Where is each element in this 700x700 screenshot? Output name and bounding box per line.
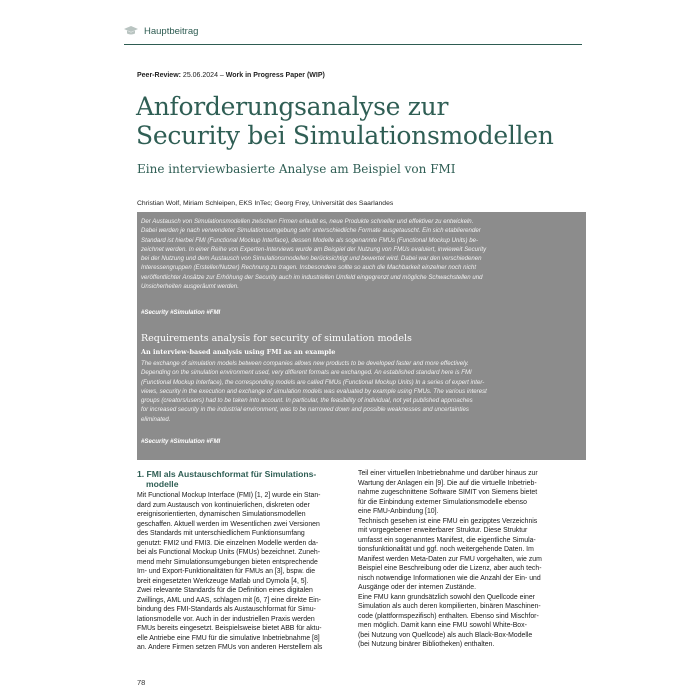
review-date: 25.06.2024 xyxy=(182,72,218,79)
keywords-german: #Security #Simulation #FMI xyxy=(141,309,221,316)
text-line: umfasst ein sogenanntes Manifest, die eigentliche Simula- xyxy=(358,536,536,544)
text-line: nahme zugeschnittene Software SIMIT von Siemens bietet xyxy=(358,489,538,496)
text-line: Simulation als auch deren kompilierten, binären Maschinen- xyxy=(358,603,541,610)
text-line: Ausgänge oder der internen Zustände. xyxy=(358,584,476,591)
text-line: veröffentlichter Ansätze zur Erhöhung der Security auch im industriellen Umfeld eingegrenzt und mögliche Schwachstellen und xyxy=(141,273,483,281)
article-subtitle: Eine interviewbasierte Analyse am Beispiel von FMI xyxy=(137,162,456,176)
text-line: Standard ist hierbei FMI (Functional Mockup Interface), dessen Modelle als sogenannte FMUs (Functional Mockup Units) be- xyxy=(141,236,479,244)
text-line: tionsfunktionalität und ggf. noch weitergehende Daten. Im xyxy=(358,546,534,553)
review-separator: – xyxy=(219,72,224,79)
text-line: Zwillings, AML und AAS, schlagen mit [6, 7] eine direkte Ein- xyxy=(137,596,321,604)
text-line: mend mehr Simulationsumgebungen bieten entsprechende xyxy=(137,558,318,566)
text-line: views, security in the execution and exchange of simulation models was evaluated by example using FMUs. The various interest xyxy=(141,387,487,395)
text-line: groups (creators/users) had to be taken into account. In particular, the feasibility of individual, not yet published approaches xyxy=(141,397,473,405)
text-line: bei als Functional Mockup Units (FMUs) bezeichnet. Zuneh- xyxy=(137,549,321,556)
title-line-1: Anforderungsanalyse zur xyxy=(136,92,449,121)
title-line-2: Security bei Simulationsmodellen xyxy=(136,121,554,150)
text-line: geschaffen. Aktuell werden im Wesentlichen zwei Versionen xyxy=(137,520,320,528)
review-status: Work in Progress Paper (WIP) xyxy=(225,72,325,79)
section-label: Hauptbeitrag xyxy=(144,25,199,37)
text-line: Interessengruppen (Ersteller/Nutzer) Rechnung zu tragen. Insbesondere sollte so auch die Machbarkeit einzelner noch nicht xyxy=(141,264,477,272)
text-line: elle Antriebe eine FMU für die simulative Inbetriebnahme [8] xyxy=(137,634,320,642)
text-line: dard zum Austausch von kontinuierlichen, diskreten oder xyxy=(137,501,310,509)
body-column-right xyxy=(358,469,568,650)
text-line: Depending on the simulation environment used, very different formats are exchanged. An established standard here is FMI xyxy=(141,369,472,377)
text-line: bindung des FMI-Standards als Austauschformat für Simu- xyxy=(137,606,316,613)
header-divider xyxy=(124,44,582,45)
text-line: (Functional Mockup Interface), the corresponding models are called FMUs (Functional Mockup Units) In a series of expert inter- xyxy=(141,378,485,386)
text-line: Dabei werden je nach verwendeter Simulationsumgebung sehr unterschiedliche Formate ausgetauscht. Ein sich etablierender xyxy=(141,227,481,235)
text-line: Der Austausch von Simulationsmodellen zwischen Firmen erlaubt es, neue Produkte schneller und effektiver zu entwickeln. xyxy=(141,218,474,225)
mortarboard-icon xyxy=(124,26,138,36)
text-line: Manifest werden Meta-Daten zur FMU vorgehalten, wie zum xyxy=(358,555,542,563)
text-line: for increased security in the industrial environment, was to be narrowed down and possible weaknesses and uncertainties xyxy=(141,406,469,414)
abstract-german xyxy=(141,217,581,291)
running-header xyxy=(124,18,584,44)
text-line: (bei Nutzung von Quellcode) als auch Black-Box-Modelle xyxy=(358,631,533,639)
abstract-english-title: Requirements analysis for security of simulation models xyxy=(141,333,412,344)
text-line: zeichnet werden. In einer Reihe von Experten-Interviews wurde am Beispiel der Nutzung von FMUs evaluiert, inwieweit Security xyxy=(141,245,487,253)
text-line: Technisch gesehen ist eine FMU ein gezipptes Verzeichnis xyxy=(358,517,538,525)
section-heading-line-2: modelle xyxy=(146,479,179,489)
text-line: an. Andere Firmen setzen FMUs von anderen Herstellern als xyxy=(137,644,323,651)
text-line: Eine FMU kann grundsätzlich sowohl den Quellcode einer xyxy=(358,593,535,601)
author-line: Christian Wolf, Miriam Schleipen, EKS InTec; Georg Frey, Universität des Saarlandes xyxy=(137,200,394,207)
text-line: mit vorgegebener erweiterbarer Struktur. Diese Struktur xyxy=(358,527,528,534)
text-line: ereignisorientierten, dynamischen Simulationsmodellen xyxy=(137,511,306,518)
abstract-english-subtitle: An interview-based analysis using FMI as an example xyxy=(141,348,336,356)
article-title xyxy=(136,92,576,150)
text-line: Im- und Export-Funktionalitäten für FMUs an [3], bspw. die xyxy=(137,568,316,575)
keywords-english: #Security #Simulation #FMI xyxy=(141,438,221,445)
text-line: lationsmodelle vor. Auch in der industriellen Praxis werden xyxy=(137,615,315,623)
text-line: (bei Nutzung binärer Bibliotheken) enthalten. xyxy=(358,641,495,648)
text-line: des Standards mit unterschiedlichem Funktionsumfang xyxy=(137,530,305,537)
text-line: eine FMU-Anbindung [10]. xyxy=(358,508,439,515)
review-line xyxy=(137,72,325,79)
page-number: 78 xyxy=(137,678,146,687)
text-line: für die Einbindung externer Simulationsmodelle ebenso xyxy=(358,498,527,506)
text-line: Mit Functional Mockup Interface (FMI) [1, 2] wurde ein Stan- xyxy=(137,492,321,499)
review-label: Peer-Review: xyxy=(137,72,181,79)
text-line: Beispiel eine Beschreibung oder die Lizenz, aber auch tech- xyxy=(358,565,542,572)
text-line: genutzt: FMI2 und FMI3. Die einzelnen Modelle werden da- xyxy=(137,539,319,547)
abstract-english xyxy=(141,359,581,424)
text-line: Teil einer virtuellen Inbetriebnahme und darüber hinaus zur xyxy=(358,470,538,477)
text-line: Zwei relevante Standards für die Definition eines digitalen xyxy=(137,587,313,594)
body-column-left xyxy=(137,491,347,653)
text-line: Wartung der Anlagen ein [9]. Die auf die virtuelle Inbetrieb- xyxy=(358,479,537,487)
text-line: bei der Nutzung und dem Austausch von Simulationsmodellen berücksichtigt und bewertet wird. Dabei war den verschiedenen xyxy=(141,255,482,263)
text-line: eliminated. xyxy=(141,415,171,423)
text-line: The exchange of simulation models between companies allows new products to be developed faster and more effectively. xyxy=(141,360,469,367)
text-line: FMUs bereits eingesetzt. Beispielsweise bietet ABB für aktu- xyxy=(137,625,322,632)
text-line: code (plattformspezifisch) enthalten. Ebenso sind Mischfor- xyxy=(358,612,539,620)
text-line: nisch notwendige Informationen wie die Anzahl der Ein- und xyxy=(358,574,541,582)
section-heading xyxy=(137,469,345,489)
text-line: breit eingesetzten Werkzeuge Matlab und Dymola [4, 5]. xyxy=(137,577,309,585)
section-heading-line-1: 1. FMI als Austauschformat für Simulations- xyxy=(137,469,317,479)
text-line: men möglich. Damit kann eine FMU sowohl White-Box- xyxy=(358,622,527,629)
text-line: Unsicherheiten ausgeräumt werden. xyxy=(141,283,239,291)
